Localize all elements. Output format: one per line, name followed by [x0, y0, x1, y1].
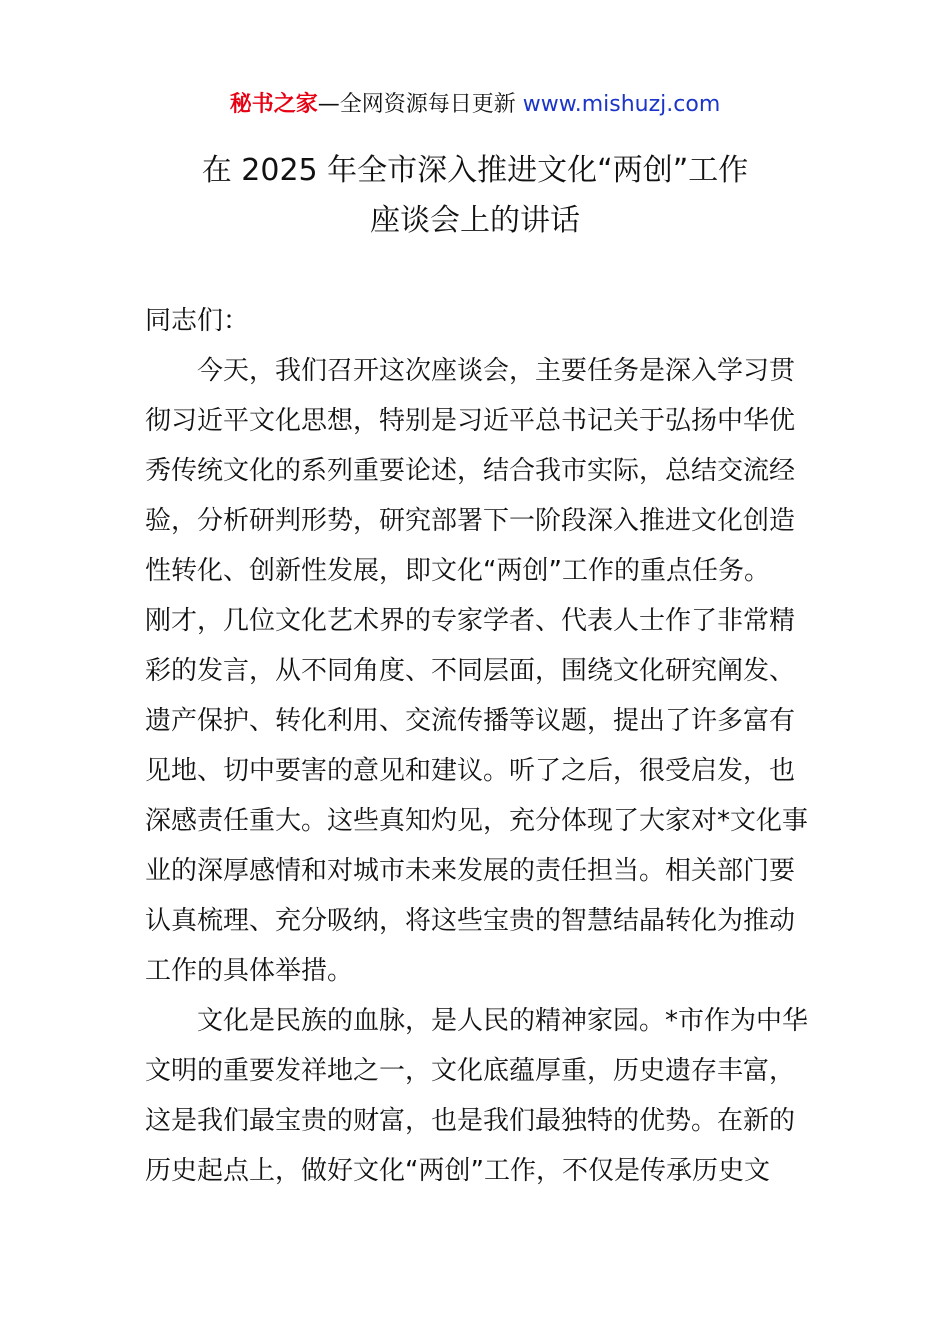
header-tagline: —全网资源每日更新: [317, 92, 516, 117]
text-line: 工作的具体举措。: [145, 956, 354, 986]
paragraph-1: [145, 346, 815, 996]
title-line-1: 在 2025 年全市深入推进文化“两创”工作: [201, 153, 749, 188]
text-line: 验，分析研判形势，研究部署下一阶段深入推进文化创造: [145, 506, 796, 536]
text-line: 这是我们最宝贵的财富，也是我们最独特的优势。在新的: [145, 1106, 796, 1136]
text-line: 彻习近平文化思想，特别是习近平总书记关于弘扬中华优: [145, 406, 796, 436]
text-line: 今天，我们召开这次座谈会，主要任务是深入学习贯: [197, 356, 796, 386]
title-line-2: 座谈会上的讲话: [370, 203, 580, 238]
text-line: 历史起点上，做好文化“两创”工作，不仅是传承历史文: [145, 1156, 770, 1186]
text-line: 秀传统文化的系列重要论述，结合我市实际，总结交流经: [145, 456, 796, 486]
site-header: [0, 88, 950, 122]
text-line: 深感责任重大。这些真知灼见，充分体现了大家对*文化事: [145, 806, 809, 836]
text-line: 文明的重要发祥地之一，文化底蕴厚重，历史遗存丰富，: [145, 1056, 796, 1086]
text-line: 刚才，几位文化艺术界的专家学者、代表人士作了非常精: [145, 606, 796, 636]
text-line: 业的深厚感情和对城市未来发展的责任担当。相关部门要: [145, 856, 796, 886]
text-line: 见地、切中要害的意见和建议。听了之后，很受启发，也: [145, 756, 796, 786]
text-line: 彩的发言，从不同角度、不同层面，围绕文化研究阐发、: [145, 656, 796, 686]
document-title: [0, 146, 950, 246]
site-url-link[interactable]: www.mishuzj.com: [522, 92, 721, 117]
text-line: 性转化、创新性发展，即文化“两创”工作的重点任务。: [145, 556, 770, 586]
document-body: [145, 296, 815, 1196]
paragraph-2: [145, 996, 815, 1196]
greeting: 同志们：: [145, 306, 250, 336]
brand-name: 秘书之家: [229, 92, 318, 117]
text-line: 认真梳理、充分吸纳，将这些宝贵的智慧结晶转化为推动: [145, 906, 796, 936]
text-line: 文化是民族的血脉，是人民的精神家园。*市作为中华: [197, 1006, 809, 1036]
text-line: 遗产保护、转化利用、交流传播等议题，提出了许多富有: [145, 706, 796, 736]
